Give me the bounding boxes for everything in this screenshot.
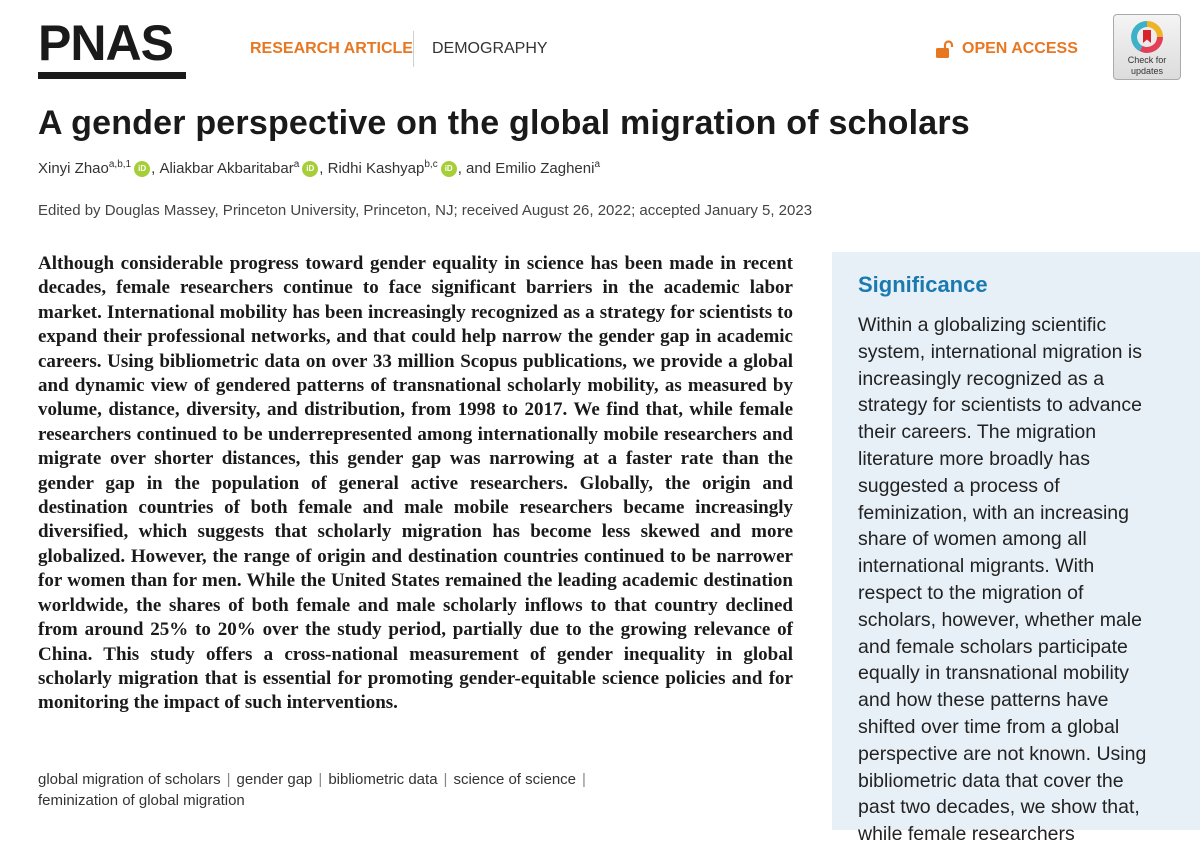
open-access-badge[interactable] [934, 39, 1078, 59]
author-affiliation-marks: a [293, 159, 300, 170]
open-lock-icon [934, 39, 954, 59]
check-updates-line1: Check for [1127, 55, 1167, 65]
article-title: A gender perspective on the global migration of scholars [38, 104, 970, 142]
significance-text: Within a globalizing scientific system, international migration is increasingly recognized as a strategy for scientists to advance their careers. The migration literature more broadly has suggested a process of feminization, with an increasing share of women among all international migrants. With respect to the migration of scholars, however, whether male and female scholars participate equally in transnational mobility and how these patterns have shifted over time from a global perspective are not known. Using bibliometric data that cover the past two decades, we show that, while female researchers [858, 314, 1147, 846]
orcid-icon[interactable]: iD [134, 161, 150, 177]
author-name[interactable]: Emilio Zagheni [495, 160, 595, 177]
keyword-list [38, 769, 678, 811]
logo-underline [38, 72, 186, 79]
section-link[interactable]: DEMOGRAPHY [432, 40, 548, 57]
orcid-icon[interactable]: iD [302, 161, 318, 177]
author-name[interactable]: Xinyi Zhao [38, 160, 109, 177]
keyword-separator: | [318, 771, 323, 788]
pnas-logo[interactable] [38, 15, 186, 79]
author-list [38, 160, 600, 177]
keyword-link[interactable]: global migration of scholars [38, 771, 221, 788]
check-for-updates-button[interactable] [1113, 14, 1181, 80]
author-3 [328, 160, 458, 177]
keyword-link[interactable]: feminization of global migration [38, 792, 245, 809]
author-separator: , [319, 160, 328, 177]
author-last-separator: , and [457, 160, 496, 177]
author-affiliation-marks: a,b,1 [108, 159, 132, 170]
crossmark-icon [1130, 20, 1164, 54]
article-type-link[interactable]: RESEARCH ARTICLE [250, 40, 413, 57]
abstract-text: Although considerable progress toward gender equality in science has been made in recent decades, female researchers continue to face significant barriers in the academic labor market. International mobility has been increasingly recognized as a strategy for scientists to expand their professional networks, and that could help narrow the gender gap in academic careers. Using bibliometric data on over 33 million Scopus publications, we provide a global and dynamic view of gendered patterns of transnational scholarly mobility, as measured by volume, distance, diversity, and distribution, from 1998 to 2017. We find that, while female researchers continued to be underrepresented among internationally mobile researchers and migrate over shorter distances, this gender gap was narrowing at a faster rate than the gender gap in the population of general active researchers. Globally, the origin and destination countries of both female and male mobile researchers became increasingly diversified, which suggests that scholarly migration has become less skewed and more globalized. However, the range of origin and destination countries continued to be narrower for women than for men. While the United States remained the leading academic destination worldwide, the shares of both female and male scholarly inflows to that country declined from around 25% to 20% over the study period, partially due to the growing relevance of China. This study offers a cross-national measurement of gender inequality in global scholarly migration that is essential for promoting gender-equitable science policies and for monitoring the impact of such interventions. [38, 253, 793, 714]
keyword-link[interactable]: science of science [453, 771, 577, 788]
logo-text: PNAS [38, 15, 173, 71]
keyword-separator: | [443, 771, 448, 788]
author-name[interactable]: Aliakbar Akbaritabar [159, 160, 294, 177]
author-name[interactable]: Ridhi Kashyap [327, 160, 425, 177]
keyword-link[interactable]: gender gap [236, 771, 313, 788]
open-access-label: OPEN ACCESS [962, 40, 1078, 57]
author-separator: , [151, 160, 160, 177]
orcid-icon[interactable]: iD [441, 161, 457, 177]
author-2 [159, 160, 319, 177]
header-divider [413, 31, 414, 67]
author-affiliation-marks: a [594, 159, 601, 170]
editorial-info: Edited by Douglas Massey, Princeton University, Princeton, NJ; received August 26, 2022; accepted January 5, 2023 [38, 202, 813, 219]
author-4 [495, 160, 600, 177]
significance-panel [832, 252, 1200, 846]
author-affiliation-marks: b,c [424, 159, 438, 170]
significance-title: Significance [858, 272, 988, 297]
keyword-separator: | [226, 771, 231, 788]
author-1 [38, 160, 151, 177]
keyword-link[interactable]: bibliometric data [328, 771, 438, 788]
check-updates-line2: updates [1130, 66, 1164, 76]
keyword-separator: | [582, 771, 586, 788]
